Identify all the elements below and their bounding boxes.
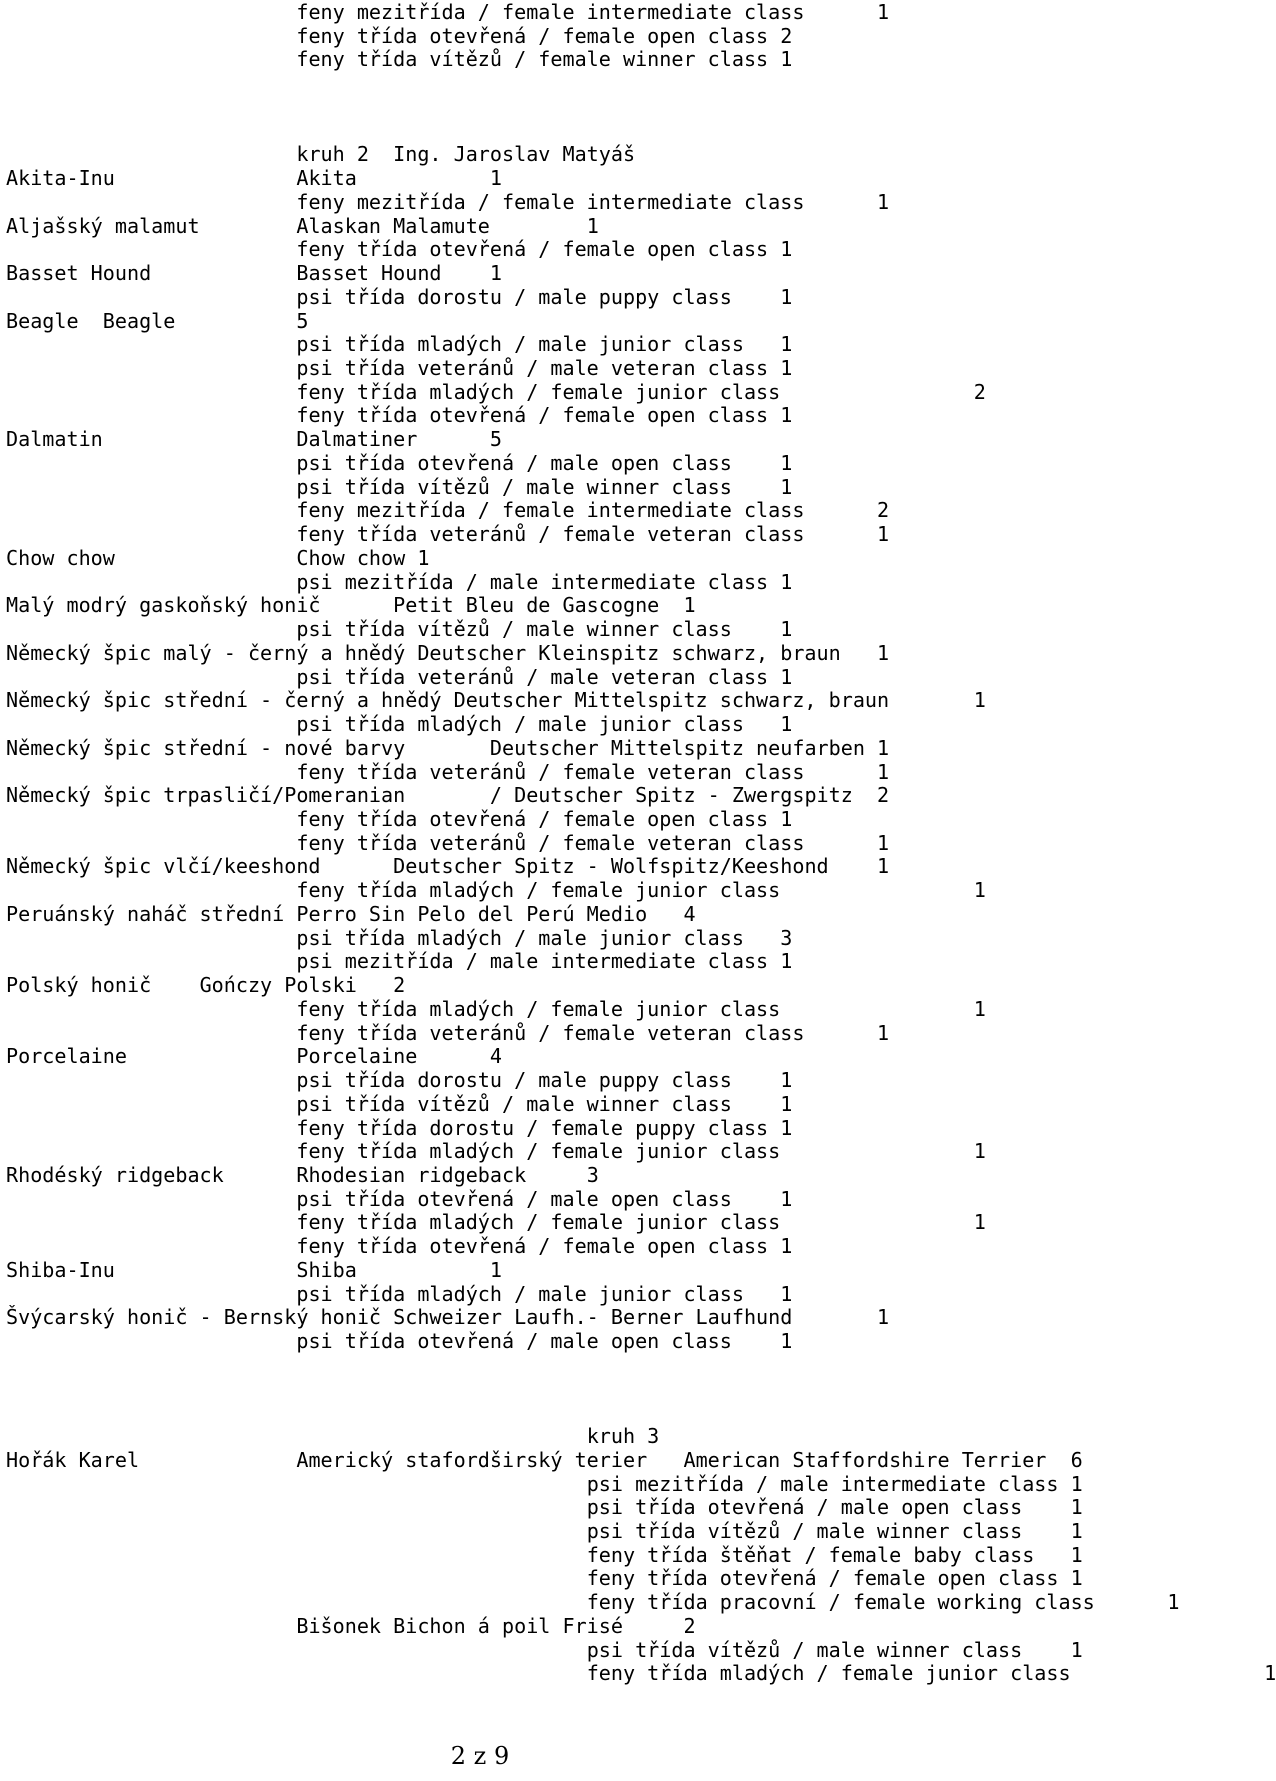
- text-line: feny třída otevřená / female open class 1: [6, 806, 793, 831]
- text-line: Švýcarský honič - Bernský honič Schweizer Laufh.- Berner Laufhund 1: [6, 1305, 890, 1330]
- text-line: feny třída otevřená / female open class 1: [6, 403, 793, 428]
- document-body: [6, 1, 1276, 1686]
- text-line: Shiba-Inu Shiba 1: [6, 1257, 503, 1282]
- text-line: psi třída otevřená / male open class 1: [6, 1329, 793, 1354]
- text-line: feny třída veteránů / female veteran class 1: [6, 522, 890, 547]
- text-line: Německý špic střední - nové barvy Deutscher Mittelspitz neufarben 1: [6, 735, 890, 760]
- text-line: feny třída vítězů / female winner class 1: [6, 47, 793, 72]
- text-line: feny třída veteránů / female veteran class 1: [6, 830, 890, 855]
- text-line: [6, 72, 1276, 96]
- text-line: feny třída dorostu / female puppy class 1: [6, 1115, 793, 1140]
- text-line: psi třída vítězů / male winner class 1: [6, 1091, 793, 1116]
- text-line: psi třída otevřená / male open class 1: [6, 1495, 1083, 1520]
- text-line: feny třída pracovní / female working class 1: [6, 1590, 1180, 1615]
- text-line: Německý špic střední - černý a hnědý Deutscher Mittelspitz schwarz, braun 1: [6, 688, 986, 713]
- text-line: psi třída vítězů / male winner class 1: [6, 474, 793, 499]
- text-line: feny třída mladých / female junior class 1: [6, 996, 986, 1021]
- text-line: kruh 3: [6, 1424, 660, 1449]
- text-line: feny třída otevřená / female open class 1: [6, 237, 793, 262]
- text-line: Rhodéský ridgeback Rhodesian ridgeback 3: [6, 1162, 599, 1187]
- text-line: Porcelaine Porcelaine 4: [6, 1044, 503, 1069]
- text-line: Beagle Beagle 5: [6, 308, 309, 333]
- text-line: Dalmatin Dalmatiner 5: [6, 427, 503, 452]
- text-line: Chow chow Chow chow 1: [6, 545, 430, 570]
- text-line: psi třída vítězů / male winner class 1: [6, 617, 793, 642]
- text-line: feny třída veteránů / female veteran class 1: [6, 1020, 890, 1045]
- text-line: [6, 96, 1276, 120]
- text-line: feny třída otevřená / female open class 1: [6, 1234, 793, 1259]
- text-line: Německý špic malý - černý a hnědý Deutscher Kleinspitz schwarz, braun 1: [6, 640, 890, 665]
- text-line: feny mezitřída / female intermediate class 2: [6, 498, 890, 523]
- text-line: [6, 1378, 1276, 1402]
- text-line: Německý špic trpasličí/Pomeranian / Deutscher Spitz - Zwergspitz 2: [6, 783, 890, 808]
- text-line: psi třída otevřená / male open class 1: [6, 1186, 793, 1211]
- text-line: feny třída mladých / female junior class 1: [6, 878, 986, 903]
- text-line: psi třída veteránů / male veteran class 1: [6, 356, 793, 381]
- text-line: feny třída otevřená / female open class 2: [6, 23, 793, 48]
- text-line: feny třída mladých / female junior class 1: [6, 1661, 1276, 1686]
- text-line: [6, 120, 1276, 144]
- text-line: Bišonek Bichon á poil Frisé 2: [6, 1613, 696, 1638]
- text-line: psi třída mladých / male junior class 1: [6, 1281, 793, 1306]
- text-line: Polský honič Gończy Polski 2: [6, 973, 406, 998]
- text-line: psi třída vítězů / male winner class 1: [6, 1519, 1083, 1543]
- text-line: [6, 1401, 1276, 1425]
- text-line: psi třída vítězů / male winner class 1: [6, 1637, 1083, 1662]
- text-line: psi mezitřída / male intermediate class 1: [6, 949, 793, 974]
- text-line: psi třída veteránů / male veteran class 1: [6, 664, 793, 689]
- text-line: psi třída dorostu / male puppy class 1: [6, 1068, 793, 1093]
- text-line: feny třída mladých / female junior class 2: [6, 379, 986, 404]
- text-line: Peruánský naháč střední Perro Sin Pelo del Perú Medio 4: [6, 901, 696, 926]
- text-line: feny třída štěňat / female baby class 1: [6, 1542, 1083, 1567]
- text-line: psi mezitřída / male intermediate class 1: [6, 1471, 1083, 1496]
- text-line: Hořák Karel Americký stafordširský terier American Staffordshire Terrier 6: [6, 1447, 1083, 1472]
- text-line: kruh 2 Ing. Jaroslav Matyáš: [6, 142, 636, 167]
- text-line: feny třída mladých / female junior class 1: [6, 1210, 986, 1235]
- page-number: 2 z 9: [450, 1742, 510, 1770]
- text-line: psi třída otevřená / male open class 1: [6, 450, 793, 475]
- text-line: Aljašský malamut Alaskan Malamute 1: [6, 213, 599, 238]
- text-line: feny třída otevřená / female open class 1: [6, 1566, 1083, 1591]
- text-line: feny třída veteránů / female veteran class 1: [6, 759, 890, 784]
- text-line: feny mezitřída / female intermediate class 1: [6, 189, 890, 214]
- text-line: psi třída mladých / male junior class 1: [6, 332, 793, 357]
- text-line: Akita-Inu Akita 1: [6, 166, 503, 191]
- text-line: psi třída mladých / male junior class 3: [6, 925, 793, 950]
- text-line: Malý modrý gaskoňský honič Petit Bleu de Gascogne 1: [6, 593, 696, 618]
- text-line: feny mezitřída / female intermediate class 1: [6, 0, 890, 24]
- text-line: psi třída dorostu / male puppy class 1: [6, 284, 793, 309]
- text-line: psi mezitřída / male intermediate class 1: [6, 569, 793, 594]
- text-line: [6, 1354, 1276, 1378]
- text-line: Basset Hound Basset Hound 1: [6, 261, 503, 286]
- text-line: Německý špic vlčí/keeshond Deutscher Spitz - Wolfspitz/Keeshond 1: [6, 854, 890, 879]
- text-line: feny třída mladých / female junior class 1: [6, 1139, 986, 1164]
- text-line: psi třída mladých / male junior class 1: [6, 712, 793, 737]
